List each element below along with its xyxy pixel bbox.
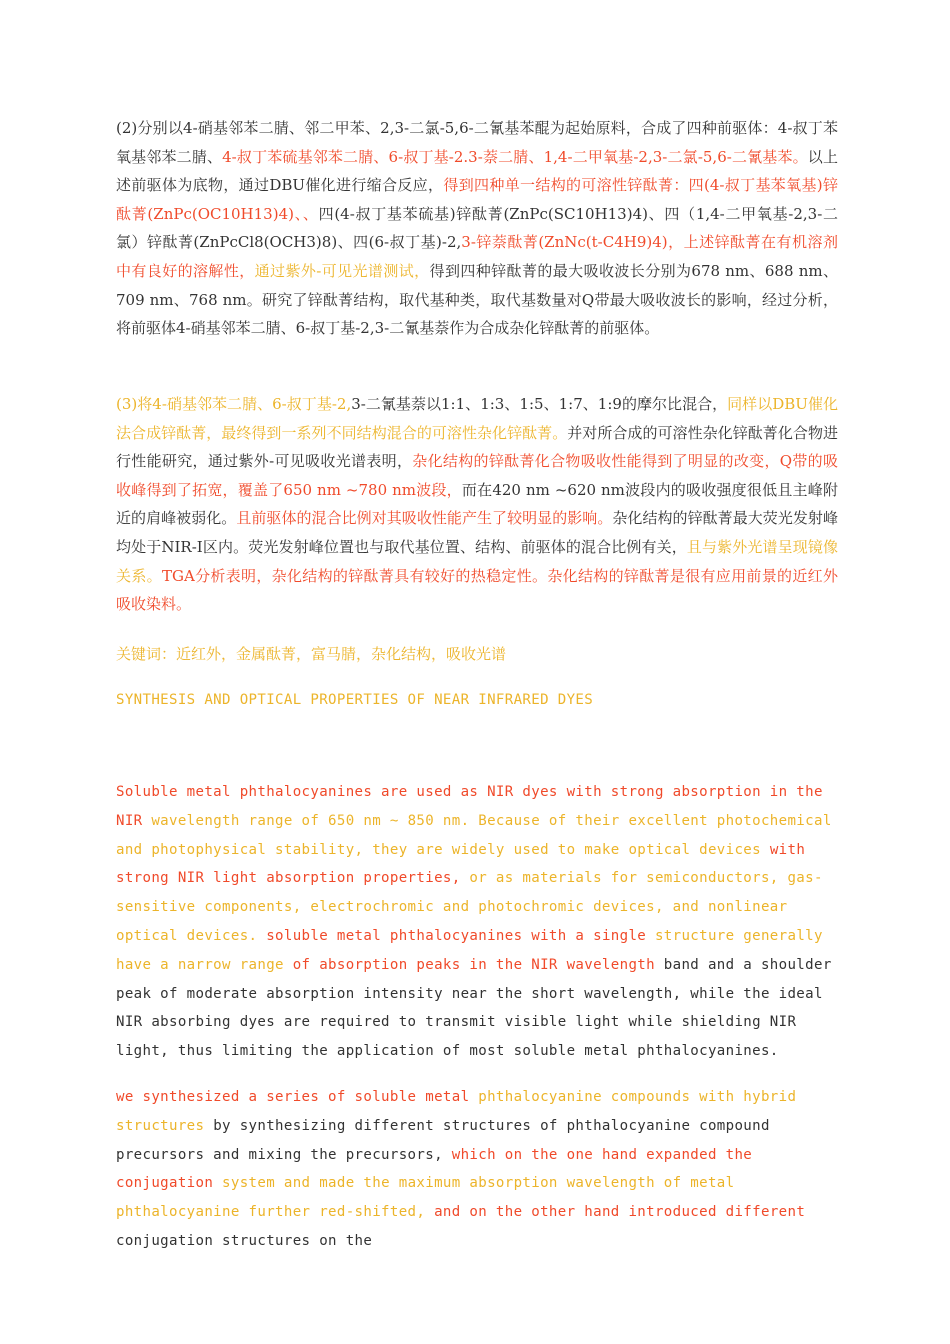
text-segment: 得到四种锌酞菁的最大吸收波长分别为678 nm、688 nm、709 nm、768 nm。研究了锌酞菁结构，取代基种类，取代基数量对Q带最大吸收波长的影响，经过分析，将前驱体4-硝基邻苯二腈、6-叔丁基-2,3-二氰基萘作为合成杂化锌酞菁的前驱体。 — [116, 261, 838, 338]
text-segment: 通过紫外-可见光谱测试， — [254, 261, 430, 280]
text-segment: 且与紫外光谱呈现镜像关系。 — [116, 537, 838, 585]
text-segment: 4-叔丁苯硫基邻苯二腈、6-叔丁基-2.3-萘二腈、1,4-二甲氧基-2,3-二氯-5,6-二氰基苯。 — [222, 147, 808, 166]
text-segment: and on the other hand introduced different — [434, 1204, 806, 1221]
text-segment: 3-锌萘酞菁(ZnNc(t-C4H9)4)，上述锌酞菁在有机溶剂中有良好的溶解性， — [116, 233, 838, 280]
text-segment: 并对所合成的可溶性杂化锌酞菁化合物进行性能研究，通过紫外-可见吸收光谱表明， — [116, 423, 838, 471]
english-title: SYNTHESIS AND OPTICAL PROPERTIES OF NEAR INFRARED DYES — [116, 692, 594, 708]
cn-abstract-paragraph-3 — [116, 390, 838, 619]
text-segment: (2)分别以4-硝基邻苯二腈、邻二甲苯、2,3-二氯-5,6-二氰基苯醌为起始原料，合成了四种前驱体：4-叔丁苯氧基邻苯二腈、 — [116, 119, 838, 166]
text-segment: system and made the maximum absorption wavelength of metal phthalocyanine further red-shifted, — [116, 1175, 735, 1221]
text-segment: 同样以DBU催化法合成锌酞菁，最终得到一系列不同结构混合的可溶性杂化锌酞菁。 — [116, 395, 838, 442]
text-segment: 得到四种单一结构的可溶性锌酞菁：四(4-叔丁基苯氧基)锌酞菁(ZnPc(OC10H13)4)、、 — [116, 176, 838, 223]
text-segment: of absorption peaks in the NIR wavelength — [292, 956, 664, 973]
text-segment: conjugation structures on the — [116, 1232, 373, 1249]
keywords-line: 关键词：近红外，金属酞菁，富马腈，杂化结构，吸收光谱 — [116, 645, 507, 663]
text-segment: TGA分析表明，杂化结构的锌酞菁具有较好的热稳定性。杂化结构的锌酞菁是很有应用前景的近红外吸收染料。 — [116, 566, 838, 614]
text-segment: we synthesized a series of soluble metal — [116, 1089, 479, 1105]
text-segment: by synthesizing different structures of phthalocyanine compound precursors and mixing the precursors, — [116, 1117, 770, 1163]
text-segment: (3)将4-硝基邻苯二腈、6-叔丁基-2, — [116, 395, 352, 413]
text-segment: band and a shoulder peak of moderate absorption intensity near the short wavelength, while the ideal NIR absorbing dyes are required to transmit visible light while shielding NIR light, thus limiting the application of most soluble metal phthalocyanines. — [116, 956, 832, 1060]
text-segment: soluble metal phthalocyanines with a single — [266, 927, 655, 944]
text-segment: Soluble metal phthalocyanines are used as NIR dyes with strong absorption in the NIR — [116, 784, 823, 829]
en-abstract-paragraph-2 — [116, 1083, 838, 1256]
text-segment: or as materials for semiconductors, gas-sensitive components, electrochromic and photochromic devices, and nonlinear optical devices. — [116, 870, 823, 944]
text-segment: with strong NIR light absorption properties, — [116, 841, 806, 887]
text-segment: which on the one hand expanded the conjugation — [116, 1146, 753, 1192]
text-segment: structure generally have a narrow range — [116, 927, 823, 973]
text-segment: 杂化结构的锌酞菁化合物吸收性能得到了明显的改变，Q带的吸收峰得到了拓宽，覆盖了650 nm ~780 nm波段， — [116, 452, 838, 499]
cn-abstract-paragraph-2 — [116, 114, 838, 343]
text-segment: wavelength range of 650 nm ~ 850 nm. Because of their excellent photochemical and photophysical stability, they are widely used to make optical devices — [116, 812, 832, 858]
text-segment: 杂化结构的锌酞菁最大荧光发射峰均处于NIR-I区内。荧光发射峰位置也与取代基位置、结构、前驱体的混合比例有关， — [116, 509, 838, 556]
text-segment: 且前驱体的混合比例对其吸收性能产生了较明显的影响。 — [236, 509, 613, 528]
text-segment: 3-二氰基萘以1:1、1:3、1:5、1:7、1:9的摩尔比混合， — [351, 395, 728, 413]
text-segment: 而在420 nm ~620 nm波段内的吸收强度很低且主峰附近的肩峰被弱化。 — [116, 480, 838, 528]
text-segment: phthalocyanine compounds with hybrid structures — [116, 1089, 797, 1134]
text-segment: 以上述前驱体为底物，通过DBU催化进行缩合反应， — [116, 147, 838, 195]
en-abstract-paragraph-1 — [116, 778, 838, 1066]
text-segment: 四(4-叔丁基苯硫基)锌酞菁(ZnPc(SC10H13)4)、四（1,4-二甲氧基-2,3-二氯）锌酞菁(ZnPcCl8(OCH3)8)、四(6-叔丁基)-2, — [116, 204, 838, 252]
